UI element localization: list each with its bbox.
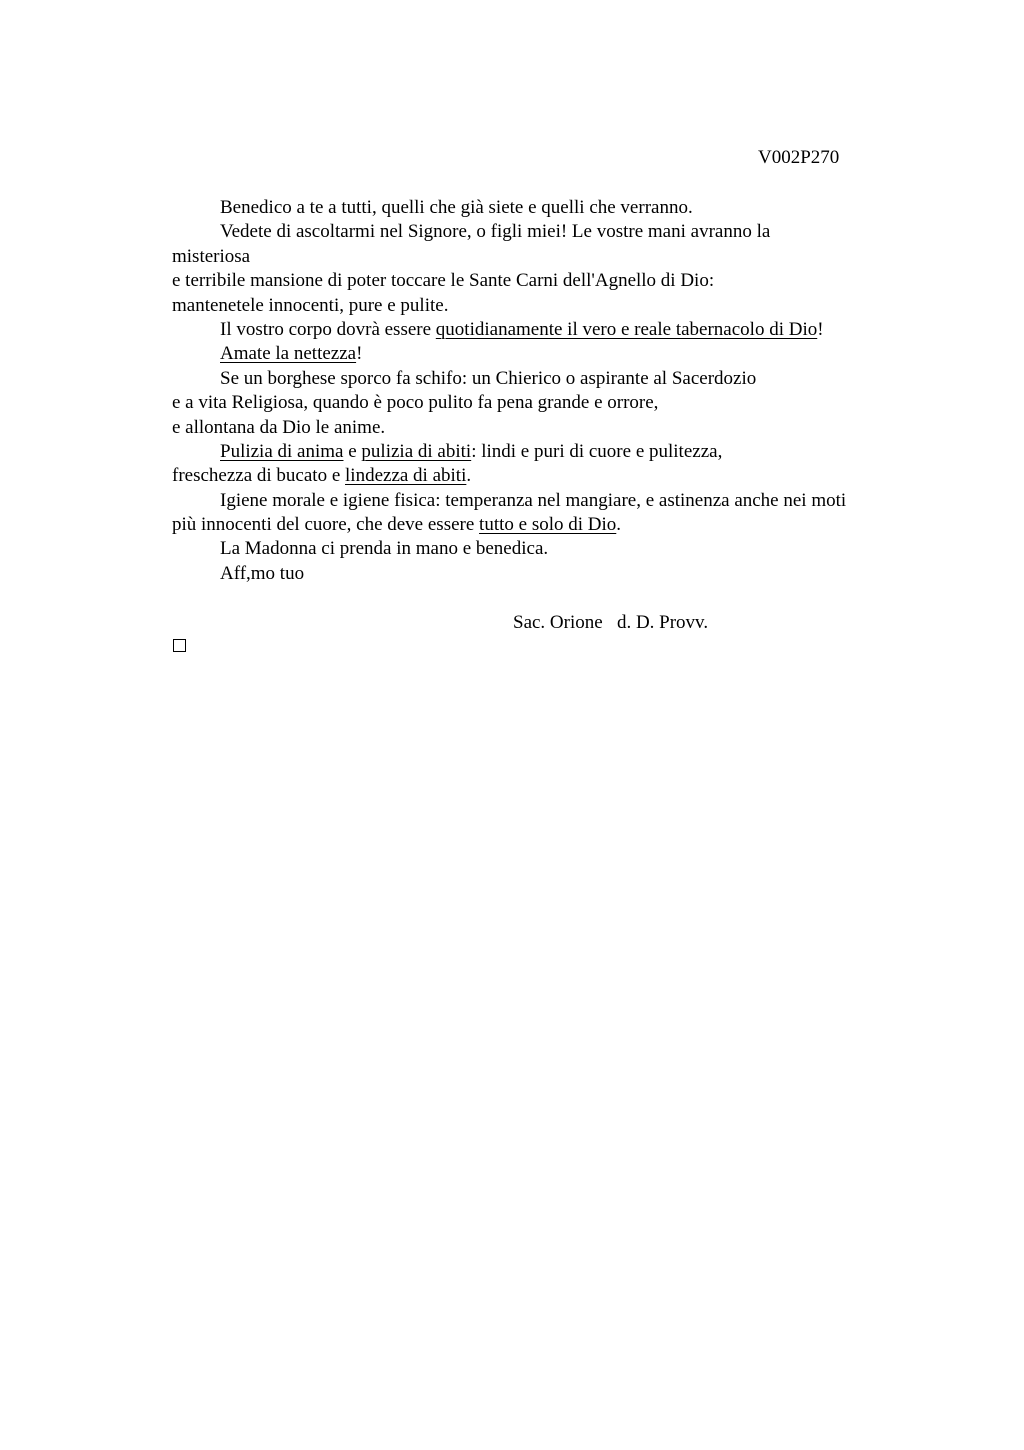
page-identifier: V002P270 [758,147,840,168]
underlined-phrase: quotidianamente il vero e reale tabernacolo di Dio [435,318,818,340]
underlined-phrase: tutto e solo di Dio [479,514,617,536]
letter-line-15: La Madonna ci prenda in mano e benedica. [220,538,549,560]
text-run: più innocenti del cuore, che deve essere [172,514,480,536]
letter-line-1: Benedico a te a tutti, quelli che già siete e quelli che verranno. [220,197,693,218]
letter-line-10: e allontana da Dio le anime. [172,416,386,438]
letter-line-7 [172,342,912,366]
letter-line-2: Vedete di ascoltarmi nel Signore, o figli miei! Le vostre mani avranno la [220,221,771,243]
signature: Sac. Orione d. D. Provv. [513,612,709,633]
letter-line-3: misteriosa [172,245,251,267]
letter-line-6 [172,318,912,342]
text-run: ! [817,318,824,340]
underlined-phrase: pulizia di abiti [361,440,472,462]
text-run: e [343,440,362,462]
letter-line-13: Igiene morale e igiene fisica: temperanza nel mangiare, e astinenza anche nei moti [220,489,847,511]
text-run: freschezza di bucato e [172,465,346,487]
letter-line-4: e terribile mansione di poter toccare le Sante Carni dell'Agnello di Dio: [172,270,715,292]
text-run: . [616,514,622,536]
letter-line-5: mantenetele innocenti, pure e pulite. [172,294,449,316]
underlined-phrase: Amate la nettezza [220,343,357,365]
text-run: . [466,465,472,487]
letter-closing: Aff,mo tuo [220,562,305,584]
underlined-phrase: lindezza di abiti [345,465,467,487]
text-run: ! [356,343,363,365]
letter-line-11 [172,440,912,464]
underlined-phrase: Pulizia di anima [220,440,344,462]
text-run: : lindi e puri di cuore e pulitezza, [471,440,723,462]
letter-line-14 [172,513,912,537]
letter-line-12 [172,464,912,488]
letter-body [172,196,912,586]
square-outline-icon [173,639,186,652]
letter-line-8: Se un borghese sporco fa schifo: un Chierico o aspirante al Sacerdozio [220,367,757,389]
text-run: Il vostro corpo dovrà essere [220,318,436,340]
letter-line-9: e a vita Religiosa, quando è poco pulito fa pena grande e orrore, [172,392,659,414]
